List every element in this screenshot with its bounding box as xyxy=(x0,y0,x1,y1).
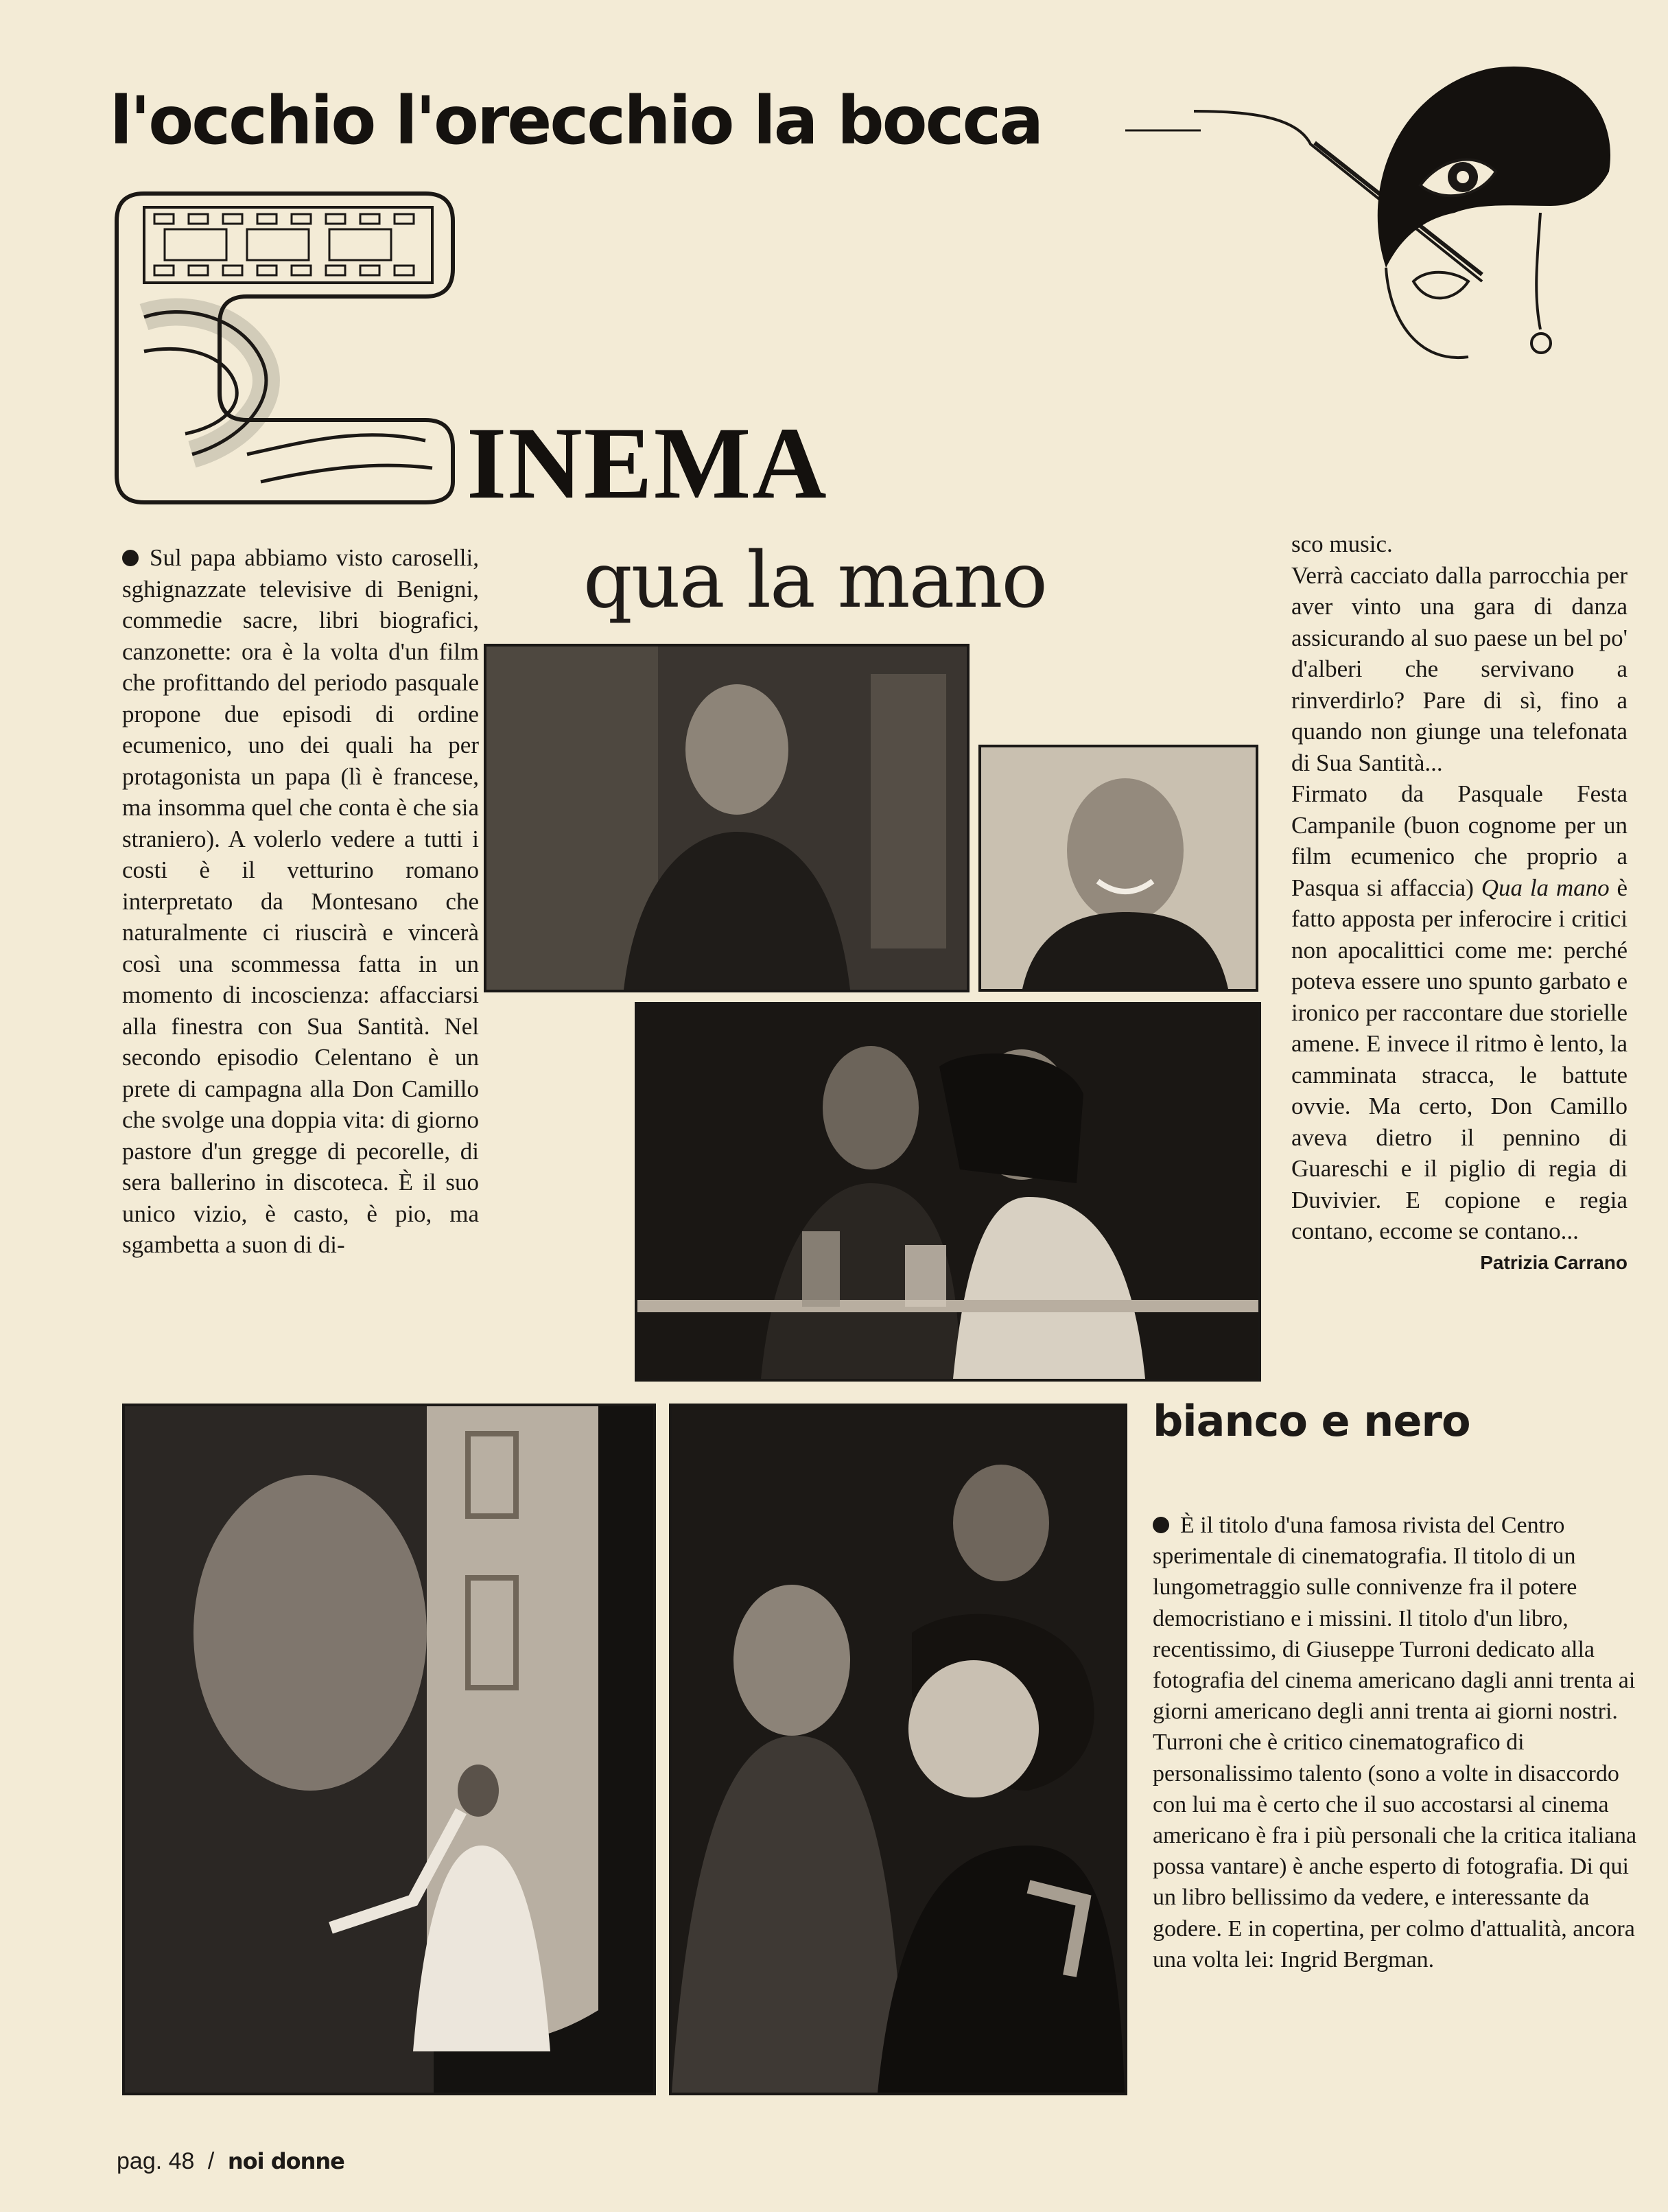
header-title: l'occhio l'orecchio la bocca xyxy=(110,82,1042,159)
bullet-icon xyxy=(122,550,139,566)
photo-door-scene xyxy=(122,1404,656,2095)
article1-left-column: Sul papa abbiamo visto caroselli, sghignazzate televisive di Benigni, commedie sacre, libri biografici, canzonette: ora è la volta d'un film che profittando del periodo pasquale propone due episodi di ordine ecumenico, uno dei quali ha per protagonista un papa (lì è francese, ma insomma quel che conta è che sia straniero). A volerlo vedere a tutti i costi è il vetturino romano interpretato da Montesano che naturalmente ci riuscirà e vincerà così una scommessa fatta in un momento di incoscienza: affacciarsi alla finestra con Sua Santità. Nel secondo episodio Celentano è un prete di campagna alla Don Camillo che svolge una doppia vita: di giorno pastore d'un gregge di pecorelle, di sera ballerino in discoteca. È il suo unico vizio, è casto, è pio, ma sgambetta a suon di di- xyxy=(122,544,479,1258)
photo-montesano xyxy=(484,644,970,992)
woman-face-with-cigarette-holder-icon xyxy=(1194,34,1619,419)
bullet-icon xyxy=(1153,1517,1169,1533)
byline: Patrizia Carrano xyxy=(1480,1251,1628,1273)
magazine-brand: noi donne xyxy=(227,2148,344,2174)
photo-celentano-priest xyxy=(978,745,1258,992)
section-title-cinema: INEMA xyxy=(467,406,828,520)
footer-separator: / xyxy=(207,2148,215,2174)
article2-body: È il titolo d'una famosa rivista del Centro sperimentale di cinematografia. Il titolo di un lungometraggio sulle connivenze fra il potere democristiano e i missini. Il titolo d'un libro, recentissimo, di Giuseppe Turroni dedicato alla fotografia del cinema americano dagli anni trenta ai giorni americano degli anni trenta ai giorni nostri. Turroni che è critico cinematografico di personalissimo talento (sono a volte in disaccordo con lui ma è certo che il suo accostarsi al cinema americano è fra i più personali che la critica italiana possa vantare) è anche esperto di fotografia. Di qui un libro bellissimo da vedere, e interessante da godere. E in copertina, per colmo d'attualità, ancora una volta lei: Ingrid Bergman. xyxy=(1153,1513,1637,1972)
film-reel-C-icon xyxy=(103,180,460,509)
article-title-qua-la-mano: qua la mano xyxy=(583,536,1046,625)
photo-bar-scene xyxy=(635,1002,1261,1382)
page-footer xyxy=(117,2148,344,2175)
photo-sunset-boulevard-scene xyxy=(669,1404,1127,2095)
page-number: pag. 48 xyxy=(117,2148,195,2174)
article-title-bianco-e-nero: bianco e nero xyxy=(1153,1396,1470,1446)
header-rule xyxy=(1125,110,1201,144)
article1-right-column: sco music. Verrà cacciato dalla parrocchia per aver vinto una gara di danza assicurando al suo paese un bel po' d'alberi che servivano a rinverdirlo? Pare di sì, fino a quando non giunge una telefonata di Sua Santità... Firmato da Pasquale Festa Campanile (buon cognome per un film ecumenico che proprio a Pasqua si affaccia) Qua la mano è fatto apposta per inferocire i critici non apocalittici come me: perché poteva essere uno spunto garbato e ironico per raccontare due storielle amene. E invece il ritmo è lento, la camminata stracca, le battute ovvie. Ma certo, Don Camillo aveva dietro il pennino di Guareschi e il piglio di regia di Duvivier. E copione e regia contano, eccome se contano... Patrizia Carrano xyxy=(1291,528,1628,1278)
